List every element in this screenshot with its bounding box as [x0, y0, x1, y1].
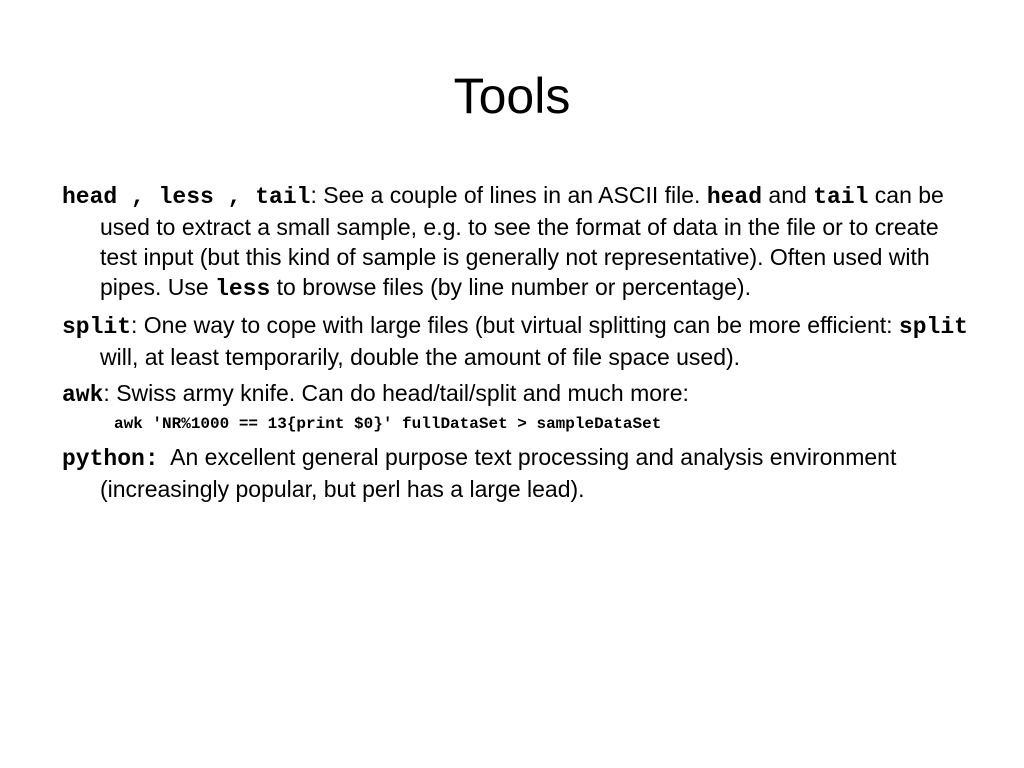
bullet-python	[62, 442, 972, 504]
bullet-text: to browse files (by line number or percentage).	[270, 274, 751, 300]
bullet-text: and	[762, 182, 814, 208]
bullet-awk	[62, 378, 972, 410]
bullet-text: will, at least temporarily, double the amount of file space used).	[100, 344, 741, 370]
bullet-text: An excellent general purpose text processing and analysis environment (increasingly popular, but perl has a large lead).	[100, 444, 903, 502]
bullet-split	[62, 310, 972, 372]
code-less: less	[215, 276, 271, 302]
term-split: split	[62, 314, 132, 340]
term-head-less-tail: head , less , tail	[62, 184, 311, 210]
bullet-head-less-tail	[62, 180, 972, 304]
term-python: python:	[62, 446, 159, 472]
term-separator: :	[131, 312, 138, 338]
code-head: head	[706, 184, 763, 210]
term-awk: awk	[62, 382, 104, 408]
term-separator: :	[103, 380, 110, 406]
term-separator: :	[310, 182, 317, 208]
bullet-text: Swiss army knife. Can do head/tail/split and much more:	[109, 380, 689, 406]
code-tail: tail	[813, 184, 869, 210]
slide-body	[62, 180, 972, 510]
code-split: split	[898, 314, 968, 340]
slide-title: Tools	[453, 68, 571, 124]
awk-code-example: awk 'NR%1000 == 13{print $0}' fullDataSet > sampleDataSet	[114, 415, 662, 433]
bullet-text: can be used to extract a small sample, e.g. to see the format of data in the file or to create test input (but this kind of sample is generally not representative). Often used with pipes. Use	[100, 182, 944, 300]
bullet-text: One way to cope with large files (but virtual splitting can be more efficient:	[137, 312, 899, 338]
bullet-text: See a couple of lines in an ASCII file.	[316, 182, 707, 208]
